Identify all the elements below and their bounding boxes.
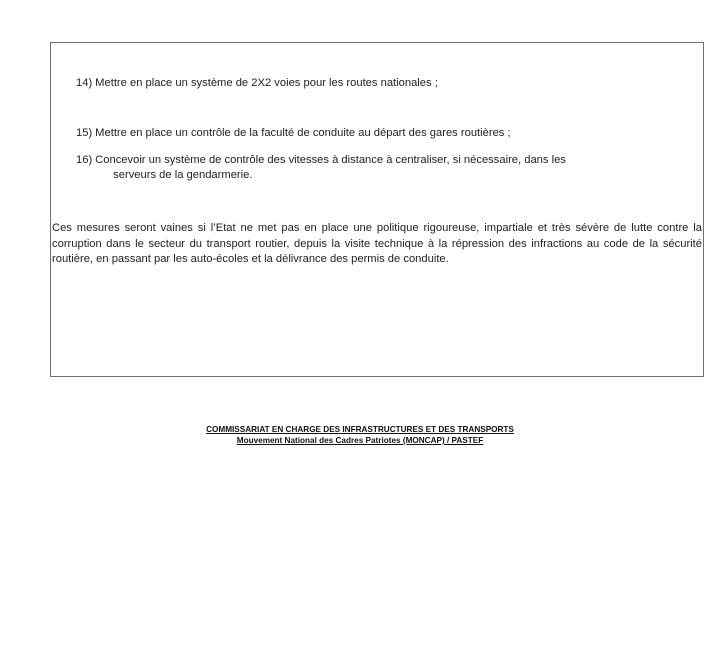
list-item-text: Mettre en place un système de 2X2 voies pour les routes nationales ; [95,77,438,89]
list-item-15 [76,126,689,141]
list-item-number: 16) [76,154,93,166]
list-item-14 [76,76,689,91]
list-item-text: Concevoir un système de contrôle des vitesses à distance à centraliser, si nécessaire, dans les [95,154,566,166]
list-item-text: Mettre en place un contrôle de la faculté de conduite au départ des gares routières ; [95,127,511,139]
list-item-text-continuation: serveurs de la gendarmerie. [113,169,253,181]
list-item-number: 14) [76,77,93,89]
footer-commissariat: COMMISSARIAT EN CHARGE DES INFRASTRUCTURES ET DES TRANSPORTS [206,425,514,434]
list-item-text-block [92,153,689,183]
list-item-number: 15) [76,127,93,139]
conclusion-paragraph: Ces mesures seront vaines si l’Etat ne met pas en place une politique rigoureuse, impartiale et très sévère de lutte contre la corruption dans le secteur du transport routier, depuis la visite technique à la répression des infractions au code de la sécurité routière, en passant par les auto-écoles et la délivrance des permis de conduite. [52,222,702,265]
text-box [50,42,704,377]
list-item-16 [76,153,689,183]
footer-organization: Mouvement National des Cadres Patriotes (MONCAP) / PASTEF [236,436,484,445]
